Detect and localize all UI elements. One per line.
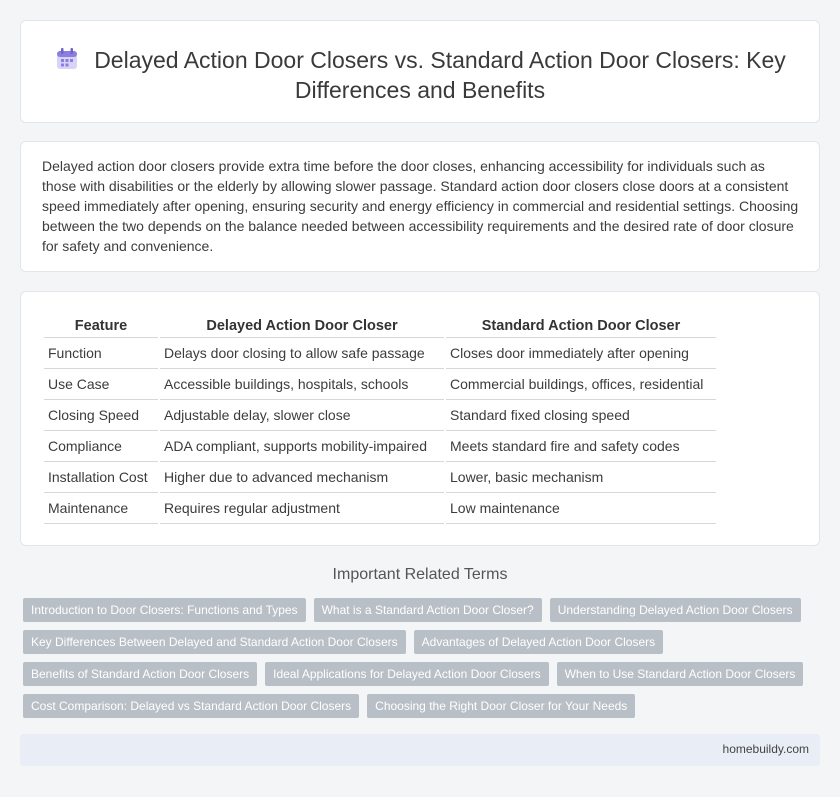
related-term-link[interactable]: Key Differences Between Delayed and Standard Action Door Closers: [23, 630, 406, 654]
related-term-link[interactable]: Ideal Applications for Delayed Action Door Closers: [265, 662, 548, 686]
related-term-link[interactable]: What is a Standard Action Door Closer?: [314, 598, 542, 622]
related-term-link[interactable]: Choosing the Right Door Closer for Your Needs: [367, 694, 635, 718]
title-card: [20, 20, 820, 123]
table-cell: Low maintenance: [446, 493, 716, 524]
related-term-link[interactable]: When to Use Standard Action Door Closers: [557, 662, 804, 686]
table-cell: Compliance: [44, 431, 158, 462]
table-cell: Delays door closing to allow safe passage: [160, 338, 444, 369]
table-cell: Higher due to advanced mechanism: [160, 462, 444, 493]
related-terms-list: [23, 598, 813, 718]
table-row: [44, 369, 716, 400]
table-row: [44, 431, 716, 462]
footer-site-link[interactable]: homebuildy.com: [722, 742, 809, 756]
table-cell: Maintenance: [44, 493, 158, 524]
page-title-text: Delayed Action Door Closers vs. Standard Action Door Closers: Key Differences and Benefits: [94, 47, 786, 103]
calendar-icon: [54, 46, 80, 72]
table-cell: Adjustable delay, slower close: [160, 400, 444, 431]
table-row: [44, 493, 716, 524]
related-term-link[interactable]: Introduction to Door Closers: Functions and Types: [23, 598, 306, 622]
intro-card: [20, 141, 820, 272]
table-cell: Accessible buildings, hospitals, schools: [160, 369, 444, 400]
footer: [20, 734, 820, 766]
table-cell: Commercial buildings, offices, residential: [446, 369, 716, 400]
table-header-row: [44, 316, 716, 338]
table-row: [44, 338, 716, 369]
related-terms-heading: Important Related Terms: [332, 566, 508, 583]
table-cell: ADA compliant, supports mobility-impaired: [160, 431, 444, 462]
table-cell: Requires regular adjustment: [160, 493, 444, 524]
page-title: [21, 45, 819, 105]
table-row: [44, 400, 716, 431]
related-term-link[interactable]: Cost Comparison: Delayed vs Standard Action Door Closers: [23, 694, 359, 718]
table-cell: Lower, basic mechanism: [446, 462, 716, 493]
related-term-link[interactable]: Understanding Delayed Action Door Closers: [550, 598, 801, 622]
table-cell: Standard fixed closing speed: [446, 400, 716, 431]
table-cell: Closing Speed: [44, 400, 158, 431]
comparison-table: [42, 316, 718, 524]
table-cell: Function: [44, 338, 158, 369]
column-header-feature: Feature: [44, 316, 158, 338]
column-header-delayed: Delayed Action Door Closer: [160, 316, 444, 338]
table-cell: Closes door immediately after opening: [446, 338, 716, 369]
related-term-link[interactable]: Benefits of Standard Action Door Closers: [23, 662, 257, 686]
intro-paragraph: Delayed action door closers provide extra time before the door closes, enhancing accessibility for individuals such as those with disabilities or the elderly by allowing slower passage. Standard action door closers close doors at a consistent speed immediately after opening, ensuring security and energy efficiency in commercial and residential settings. Choosing between the two depends on the balance needed between accessibility requirements and the desired rate of door closure for safety and convenience.: [42, 158, 799, 254]
comparison-card: [20, 291, 820, 546]
table-cell: Installation Cost: [44, 462, 158, 493]
related-term-link[interactable]: Advantages of Delayed Action Door Closers: [414, 630, 663, 654]
table-cell: Use Case: [44, 369, 158, 400]
table-row: [44, 462, 716, 493]
column-header-standard: Standard Action Door Closer: [446, 316, 716, 338]
table-cell: Meets standard fire and safety codes: [446, 431, 716, 462]
